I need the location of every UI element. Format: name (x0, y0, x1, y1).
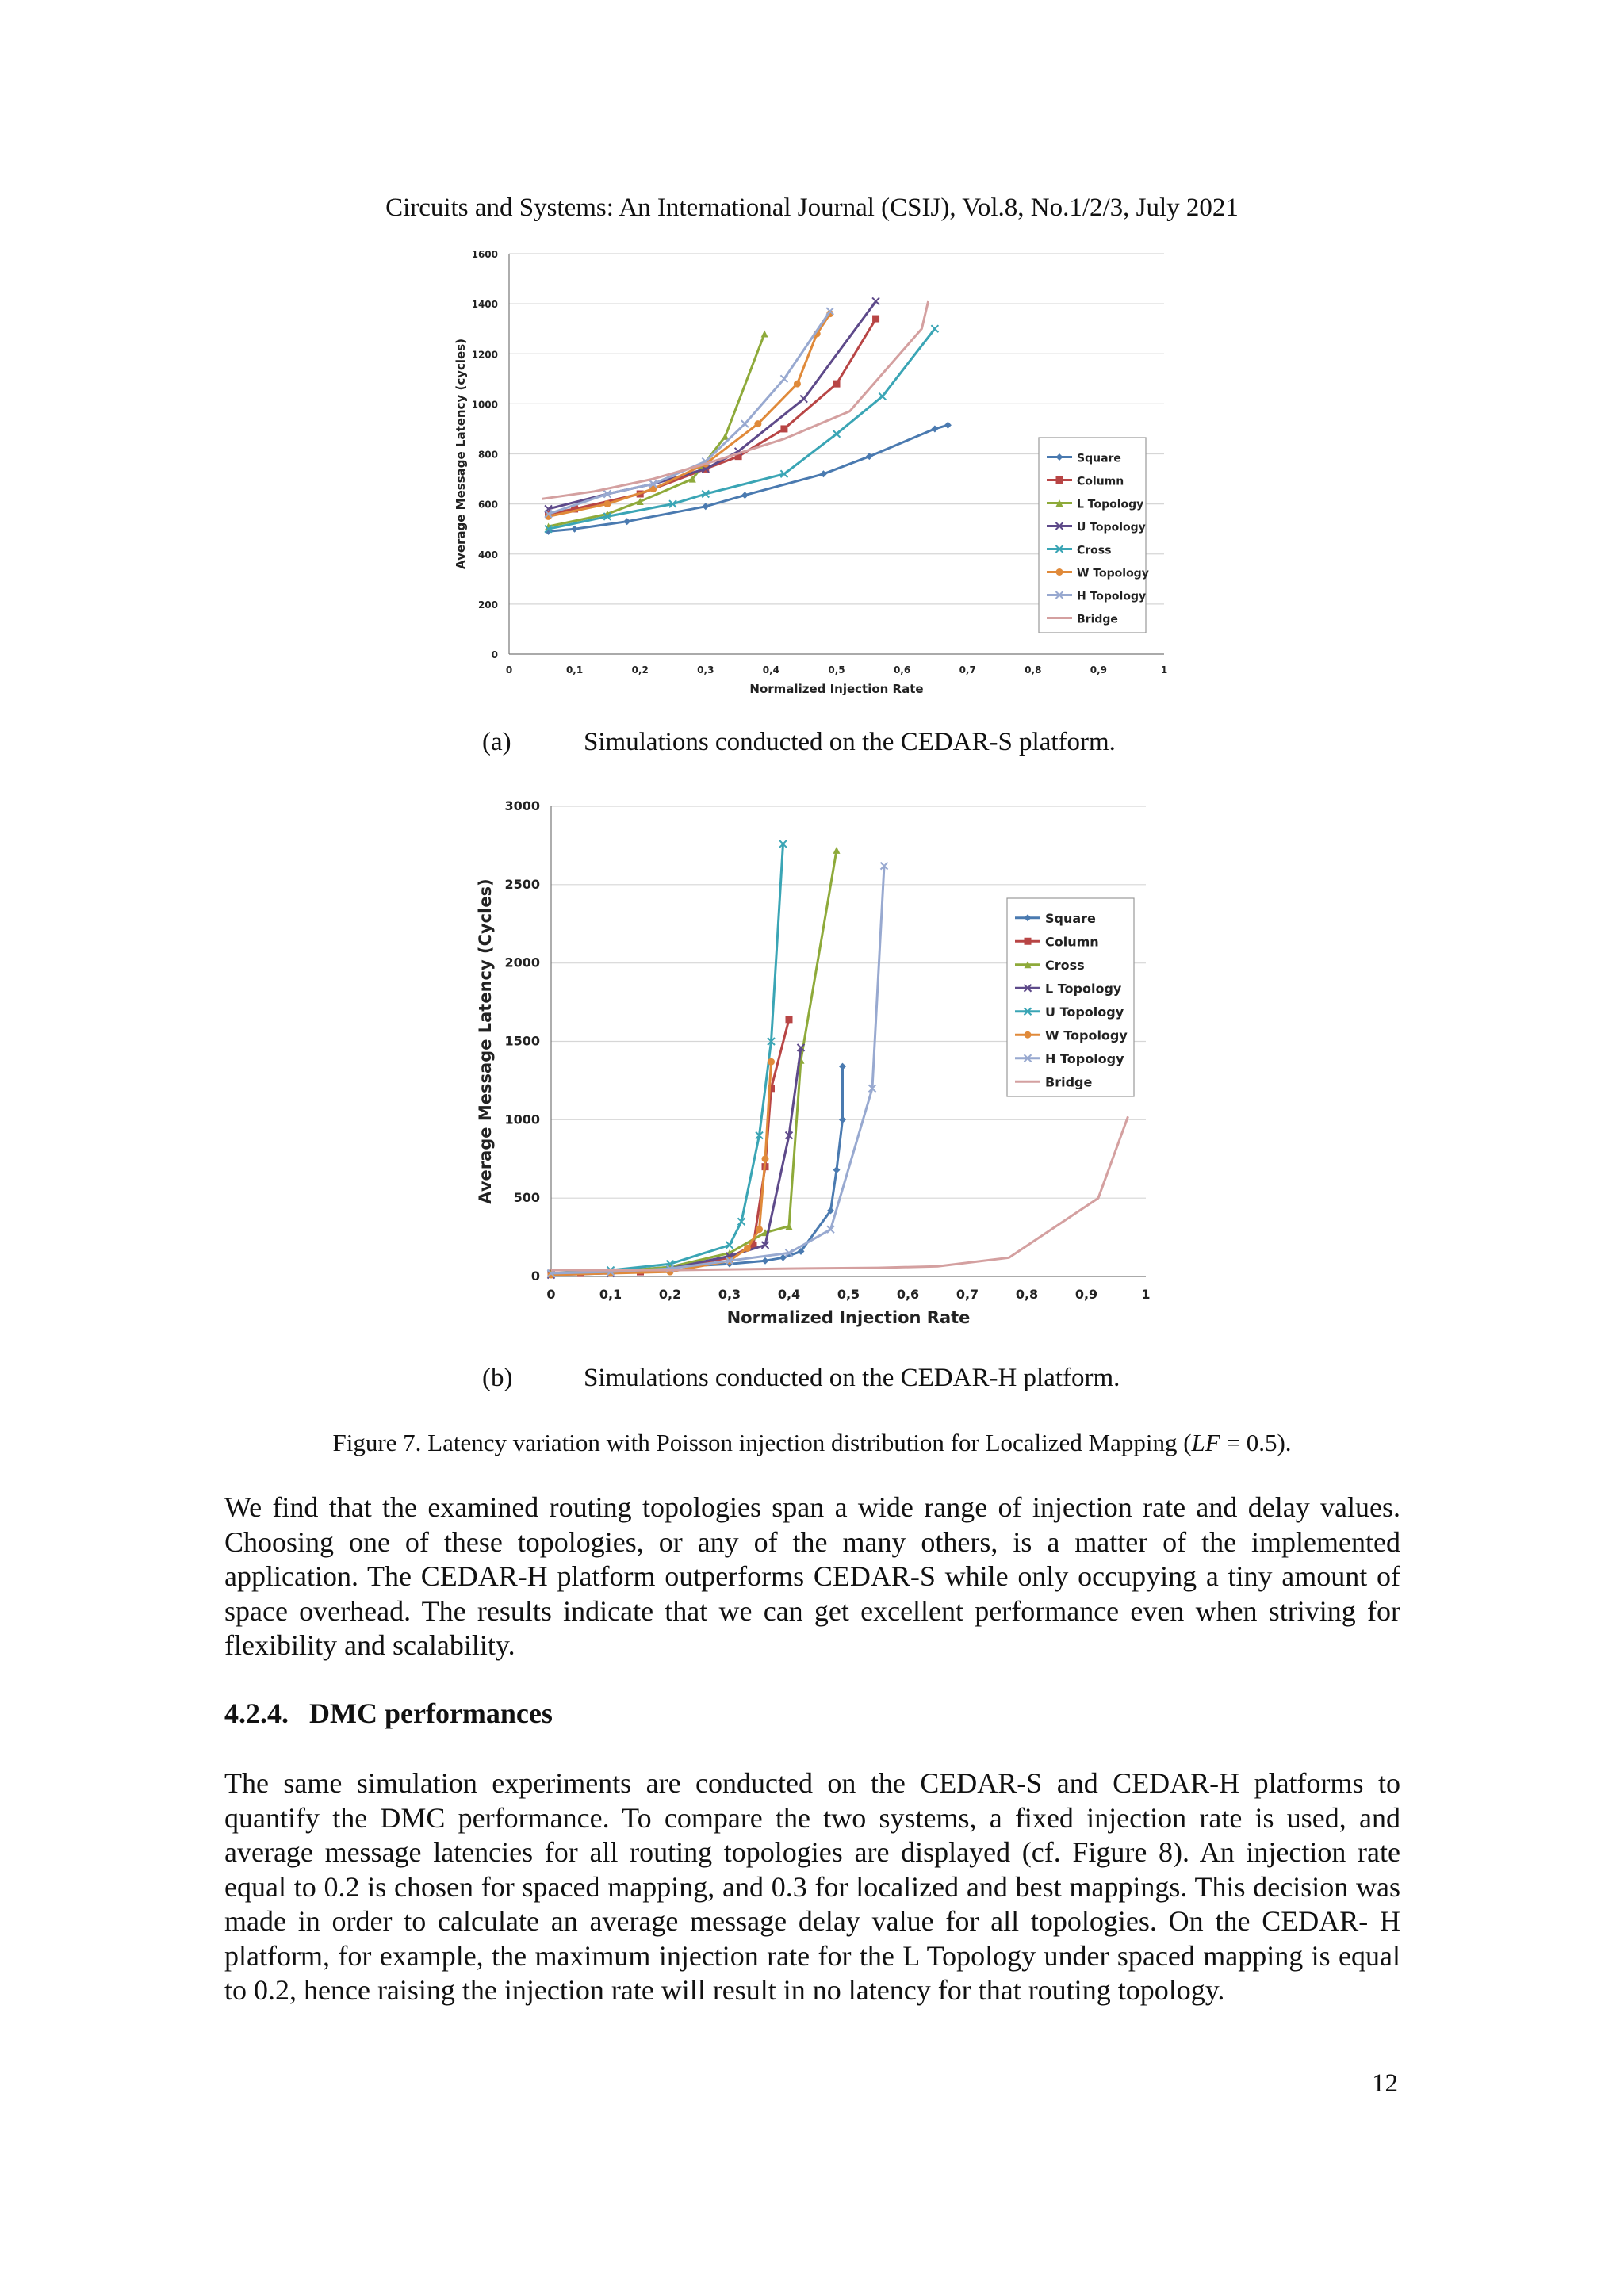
chart-b-xtick-label: 1 (1141, 1287, 1151, 1302)
chart-a-legend-cross-label: Cross (1077, 544, 1112, 557)
figure-7a-chart (452, 242, 1182, 702)
section-title: DMC performances (309, 1697, 553, 1729)
chart-b-legend-column-marker (1025, 938, 1032, 945)
chart-a-series-square-point (571, 526, 578, 533)
chart-a-series-column-point (780, 425, 787, 432)
paragraph-2-text: The same simulation experiments are conducted on the CEDAR-S and CEDAR-H platforms to quantify the DMC performance. To compare the two systems, a fixed injection rate is used, and average message latencies for all routing topologies are displayed (cf. Figure 8). An injection rate equal to 0.2 is chosen for spaced mapping, and 0.3 for localized and best mappings. This decision was made in order to calculate an average message delay value for all topologies. On the CEDAR- H platform, for example, the maximum injection rate for the L Topology under spaced mapping is equal to 0.2, hence raising the injection rate will result in no latency for that routing topology. (224, 1767, 1400, 2006)
chart-a-legend-column-label: Column (1077, 475, 1124, 488)
chart-b-legend-u-topology-label: U Topology (1045, 1004, 1124, 1020)
chart-a-series-h-topology-point (780, 375, 787, 382)
chart-a-series-l-topology-point (761, 331, 768, 338)
chart-a-series-w-topology-point (794, 381, 801, 388)
chart-a-xtick-label: 0,2 (631, 664, 649, 675)
chart-b-legend-h-topology-label: H Topology (1045, 1050, 1124, 1066)
chart-b-xtick-label: 0,7 (956, 1287, 979, 1302)
subcaption-a-label: (a) (482, 728, 511, 756)
subcaption-b-label: (b) (482, 1364, 513, 1392)
chart-b-legend-column-label: Column (1045, 934, 1099, 950)
chart-b-series-square-point (762, 1257, 769, 1265)
chart-b-xtick-label: 0,8 (1015, 1287, 1039, 1302)
chart-b-xtick-label: 0,2 (658, 1287, 682, 1302)
chart-a-xtick-label: 0 (505, 664, 513, 675)
chart-b-xtick-label: 0,3 (718, 1287, 741, 1302)
chart-b-series-w-topology-point (744, 1245, 751, 1252)
chart-a-series-square-point (931, 425, 938, 432)
chart-b-ytick-label: 0 (530, 1269, 540, 1284)
chart-b-series-square-point (833, 1166, 841, 1173)
chart-a-series-column-point (872, 316, 879, 323)
chart-b-legend-bridge-label: Bridge (1045, 1074, 1093, 1090)
chart-b-series-cross-line (551, 850, 837, 1273)
chart-a-series-column-line (549, 319, 876, 514)
chart-b-ytick-label: 2500 (504, 876, 540, 892)
chart-a-legend-w-topology-marker (1056, 568, 1063, 576)
chart-a-xtick-label: 0,3 (697, 664, 714, 675)
chart-b-xtick-label: 0 (546, 1287, 556, 1302)
chart-b-legend-l-topology-label: L Topology (1045, 981, 1122, 997)
subcaption-b-text: Simulations conducted on the CEDAR-H platform. (584, 1364, 1120, 1392)
chart-b-ytick-label: 500 (513, 1190, 540, 1206)
subcaption-a-text: Simulations conducted on the CEDAR-S platform. (584, 728, 1116, 756)
chart-a-legend-h-topology-label: H Topology (1077, 590, 1147, 603)
chart-a-xtick-label: 0,8 (1025, 664, 1042, 675)
paragraph-1 (224, 1490, 1400, 1663)
chart-b-xtick-label: 0,4 (777, 1287, 801, 1302)
chart-b-series-u-topology-line (551, 844, 783, 1273)
paragraph-1-text: We find that the examined routing topologies span a wide range of injection rate and delay values. Choosing one of these topologies, or any of the many others, is a matter of the implemented application. The CEDAR-H platform outperforms CEDAR-S while only occupying a tiny amount of space overhead. The results indicate that we can get excellent performance even when striving for flexibility and scalability. (224, 1491, 1400, 1661)
chart-b-series-column-point (786, 1016, 793, 1023)
figure-7b-chart (472, 785, 1170, 1340)
chart-b-ytick-label: 1000 (504, 1112, 540, 1127)
chart-a-legend-l-topology-label: L Topology (1077, 498, 1144, 511)
chart-a-xtick-label: 0,1 (565, 664, 584, 675)
chart-b-xtick-label: 0,1 (599, 1287, 622, 1302)
chart-b-series-column-line (551, 1020, 789, 1273)
chart-a-xtick-label: 0,6 (893, 664, 911, 675)
chart-a-xtick-label: 0,5 (828, 664, 845, 675)
chart-a-series-u-topology-point (800, 396, 807, 403)
running-header: Circuits and Systems: An International Journal (CSIJ), Vol.8, No.1/2/3, July 2021 (385, 193, 1239, 222)
chart-b-legend-cross-label: Cross (1045, 957, 1085, 973)
chart-b-series-h-topology-line (551, 866, 884, 1273)
chart-a-series-cross-point (833, 430, 841, 438)
chart-a-xtick-label: 1 (1160, 664, 1168, 675)
chart-b-ytick-label: 1500 (504, 1033, 540, 1049)
chart-a-series-cross-point (931, 325, 938, 332)
chart-b-series-square-point (839, 1063, 846, 1070)
chart-a-ytick-label: 200 (477, 599, 498, 610)
chart-a-series-bridge-line (542, 301, 928, 499)
figure-caption-post: = 0.5). (1220, 1429, 1292, 1456)
chart-a-series-l-topology-line (549, 334, 765, 526)
chart-a-series-square-point (944, 422, 952, 429)
chart-a-series-u-topology-line (549, 301, 876, 509)
chart-a-ytick-label: 400 (477, 549, 498, 561)
figure-7a-svg (452, 242, 1182, 702)
chart-b-series-w-topology-line (551, 1062, 772, 1275)
chart-b-y-axis-title: Average Message Latency (Cycles) (476, 878, 495, 1204)
chart-a-series-w-topology-point (603, 500, 611, 507)
chart-a-xtick-label: 0,9 (1090, 664, 1108, 675)
chart-a-ytick-label: 1400 (471, 299, 498, 311)
chart-a-series-h-topology-point (741, 420, 749, 427)
chart-a-series-square-point (741, 492, 749, 499)
chart-b-xtick-label: 0,9 (1074, 1287, 1098, 1302)
figure-7b-svg (472, 785, 1170, 1340)
chart-a-ytick-label: 1200 (471, 349, 498, 361)
chart-a-series-w-topology-line (549, 314, 830, 517)
chart-b-legend-square-label: Square (1045, 910, 1096, 926)
chart-a-series-column-point (833, 381, 841, 388)
chart-b-legend-w-topology-label: W Topology (1045, 1027, 1128, 1043)
chart-a-ytick-label: 0 (491, 649, 498, 660)
chart-a-ytick-label: 800 (477, 449, 498, 461)
figure-caption-var: LF (1191, 1429, 1220, 1456)
chart-a-series-cross-point (879, 392, 886, 400)
chart-b-legend-box (1007, 898, 1134, 1096)
chart-b-series-square-point (839, 1116, 846, 1123)
chart-a-legend-square-label: Square (1077, 452, 1121, 465)
chart-b-series-w-topology-point (756, 1226, 763, 1233)
chart-a-xtick-label: 0,4 (762, 664, 780, 675)
chart-a-legend-column-marker (1056, 476, 1063, 484)
chart-a-ytick-label: 1600 (471, 249, 498, 260)
chart-a-ytick-label: 600 (477, 499, 498, 511)
chart-b-xtick-label: 0,6 (896, 1287, 920, 1302)
figure-caption-pre: Figure 7. Latency variation with Poisson injection distribution for Localized Mapping ( (332, 1429, 1192, 1456)
chart-b-x-axis-title: Normalized Injection Rate (726, 1308, 971, 1327)
chart-a-legend-box (1039, 438, 1146, 633)
section-heading (224, 1697, 553, 1730)
page-number: 12 (1372, 2069, 1398, 2098)
chart-a-series-w-topology-point (754, 420, 761, 427)
chart-a-y-axis-title: Average Message Latency (cycles) (454, 339, 468, 569)
chart-b-series-w-topology-point (762, 1155, 769, 1162)
chart-a-ytick-label: 1000 (471, 399, 498, 411)
chart-a-xtick-label: 0,7 (959, 664, 976, 675)
chart-b-xtick-label: 0,5 (837, 1287, 860, 1302)
chart-b-series-w-topology-point (768, 1058, 775, 1066)
chart-a-series-square-point (820, 470, 827, 477)
chart-a-series-square-point (623, 518, 630, 525)
figure-caption (0, 1429, 1624, 1457)
section-number: 4.2.4. (224, 1697, 289, 1729)
chart-b-legend-w-topology-marker (1025, 1031, 1032, 1039)
chart-a-series-cross-line (549, 329, 935, 530)
chart-b-series-cross-point (833, 847, 841, 854)
chart-a-legend-bridge-label: Bridge (1077, 613, 1118, 626)
chart-b-ytick-label: 2000 (504, 955, 540, 970)
paragraph-2 (224, 1766, 1400, 2008)
chart-a-legend-w-topology-label: W Topology (1077, 567, 1149, 580)
chart-b-ytick-label: 3000 (504, 798, 540, 813)
chart-a-x-axis-title: Normalized Injection Rate (749, 682, 924, 696)
chart-a-legend-u-topology-label: U Topology (1077, 521, 1146, 534)
